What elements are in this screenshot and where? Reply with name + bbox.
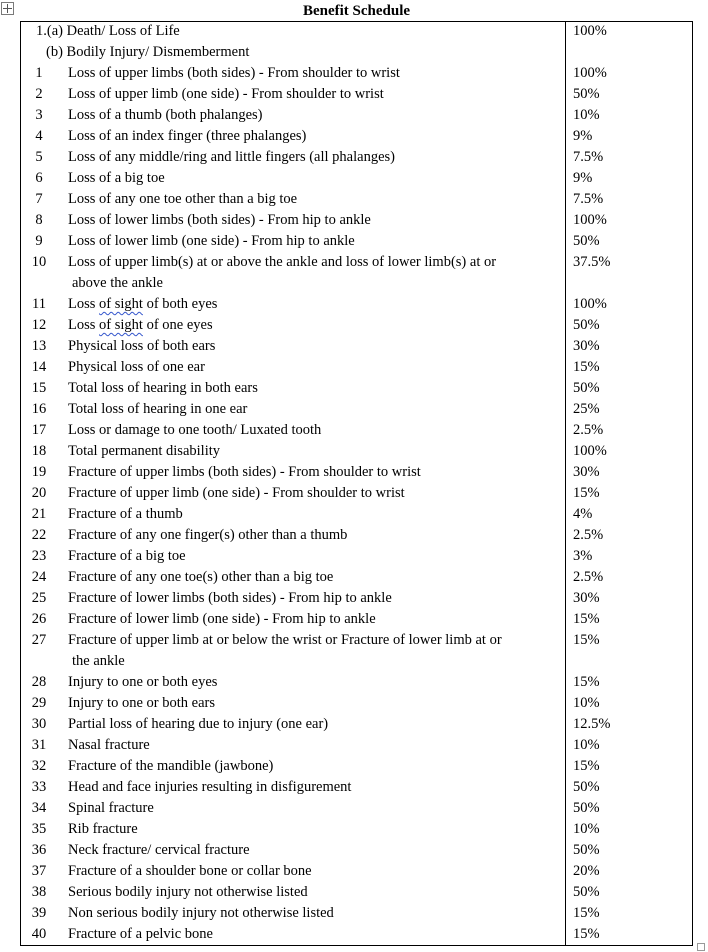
row-number: 2 xyxy=(35,86,43,102)
row-description: Fracture of lower limbs (both sides) - From hip to ankle xyxy=(68,590,392,606)
row-number: 4 xyxy=(35,128,43,144)
row-number: 6 xyxy=(35,170,43,186)
row-description: Loss of upper limb (one side) - From shoulder to wrist xyxy=(68,86,384,102)
table-row xyxy=(21,105,693,126)
row-percentage: 100% xyxy=(573,23,607,39)
row-number: 28 xyxy=(31,674,47,690)
row-description: Head and face injuries resulting in disfigurement xyxy=(68,779,352,795)
row-percentage: 50% xyxy=(573,842,600,858)
table-row xyxy=(21,441,693,462)
row-number: 27 xyxy=(31,632,47,648)
table-move-handle-icon[interactable] xyxy=(1,2,14,15)
row-percentage: 10% xyxy=(573,737,600,753)
row-number: 25 xyxy=(31,590,47,606)
row-description-continued: the ankle xyxy=(72,653,125,669)
table-row xyxy=(21,525,693,546)
row-description xyxy=(68,294,568,315)
table-row xyxy=(21,588,693,609)
row-percentage: 15% xyxy=(573,758,600,774)
table-row xyxy=(21,798,693,819)
row-percentage: 15% xyxy=(573,674,600,690)
row-percentage: 50% xyxy=(573,86,600,102)
table-row xyxy=(21,252,693,294)
row-percentage: 15% xyxy=(573,926,600,942)
table-row xyxy=(21,126,693,147)
table-row xyxy=(21,819,693,840)
row-description: Loss of lower limbs (both sides) - From hip to ankle xyxy=(68,212,371,228)
row-description xyxy=(68,315,568,336)
table-row xyxy=(21,462,693,483)
row-percentage: 50% xyxy=(573,317,600,333)
row-description: Fracture of upper limb at or below the wrist or Fracture of lower limb at or xyxy=(68,632,502,648)
row-percentage: 50% xyxy=(573,884,600,900)
row-number: 19 xyxy=(31,464,47,480)
row-number: 21 xyxy=(31,506,47,522)
row-description: Fracture of lower limb (one side) - From hip to ankle xyxy=(68,611,376,627)
row-number: 5 xyxy=(35,149,43,165)
row-percentage: 50% xyxy=(573,380,600,396)
row-number: 34 xyxy=(31,800,47,816)
table-row xyxy=(21,756,693,777)
table-row xyxy=(21,924,693,945)
row-number: 37 xyxy=(31,863,47,879)
table-row xyxy=(21,861,693,882)
table-row xyxy=(21,168,693,189)
row-number: 40 xyxy=(31,926,47,942)
row-description: Physical loss of one ear xyxy=(68,359,205,375)
row-percentage: 37.5% xyxy=(573,254,611,270)
table-row xyxy=(21,420,693,441)
row-number: 1 xyxy=(35,65,43,81)
row-description: Non serious bodily injury not otherwise listed xyxy=(68,905,334,921)
row-description: Fracture of a pelvic bone xyxy=(68,926,213,942)
row-percentage: 100% xyxy=(573,65,607,81)
row-description: Loss of a big toe xyxy=(68,170,165,186)
row-percentage: 9% xyxy=(573,170,593,186)
table-row xyxy=(21,882,693,903)
table-row xyxy=(21,378,693,399)
table-row-1a xyxy=(21,21,693,42)
row-description: Fracture of the mandible (jawbone) xyxy=(68,758,274,774)
row-description: Total loss of hearing in both ears xyxy=(68,380,258,396)
table-row xyxy=(21,294,693,315)
row-description-part: Loss xyxy=(68,317,100,333)
table-row xyxy=(21,147,693,168)
table-row xyxy=(21,504,693,525)
row-description: Partial loss of hearing due to injury (one ear) xyxy=(68,716,329,732)
row-description: Fracture of a thumb xyxy=(68,506,183,522)
spellcheck-flagged-text[interactable]: of sight xyxy=(99,296,143,312)
table-row xyxy=(21,630,693,672)
row-description-part: of both eyes xyxy=(142,296,218,312)
row-percentage: 10% xyxy=(573,107,600,123)
row-number: 7 xyxy=(35,191,43,207)
table-resize-handle-icon[interactable] xyxy=(697,943,705,951)
row-number: 13 xyxy=(31,338,47,354)
row-number: 24 xyxy=(31,569,47,585)
row-number: 20 xyxy=(31,485,47,501)
row-percentage: 2.5% xyxy=(573,422,604,438)
row-percentage: 2.5% xyxy=(573,527,604,543)
table-row xyxy=(21,546,693,567)
row-description: Fracture of upper limbs (both sides) - From shoulder to wrist xyxy=(68,464,421,480)
row-description-part: of one eyes xyxy=(142,317,213,333)
row-description: Loss of upper limbs (both sides) - From shoulder to wrist xyxy=(68,65,400,81)
row-number: 9 xyxy=(35,233,43,249)
row-percentage: 15% xyxy=(573,485,600,501)
table-row xyxy=(21,336,693,357)
row-percentage: 15% xyxy=(573,611,600,627)
row-number: 35 xyxy=(31,821,47,837)
row-percentage: 10% xyxy=(573,695,600,711)
row-label: 1.(a) Death/ Loss of Life xyxy=(36,23,180,39)
row-number: 26 xyxy=(31,611,47,627)
row-number: 15 xyxy=(31,380,47,396)
row-percentage: 12.5% xyxy=(573,716,611,732)
row-percentage: 2.5% xyxy=(573,569,604,585)
row-description: Loss of lower limb (one side) - From hip to ankle xyxy=(68,233,355,249)
row-description: Rib fracture xyxy=(68,821,138,837)
row-number: 12 xyxy=(31,317,47,333)
row-percentage: 7.5% xyxy=(573,149,604,165)
table-row xyxy=(21,357,693,378)
page-title: Benefit Schedule xyxy=(302,3,411,19)
row-number: 17 xyxy=(31,422,47,438)
row-percentage: 3% xyxy=(573,548,593,564)
row-description: Serious bodily injury not otherwise listed xyxy=(68,884,308,900)
table-row-1b xyxy=(21,42,693,63)
row-description: Neck fracture/ cervical fracture xyxy=(68,842,250,858)
table-row xyxy=(21,210,693,231)
row-percentage: 50% xyxy=(573,779,600,795)
row-percentage: 100% xyxy=(573,212,607,228)
table-row xyxy=(21,189,693,210)
row-number: 36 xyxy=(31,842,47,858)
row-description: Spinal fracture xyxy=(68,800,154,816)
row-description: Loss of any middle/ring and little fingers (all phalanges) xyxy=(68,149,395,165)
row-percentage: 15% xyxy=(573,359,600,375)
row-number: 16 xyxy=(31,401,47,417)
row-description-part: Loss xyxy=(68,296,100,312)
table-row xyxy=(21,231,693,252)
table-row xyxy=(21,672,693,693)
row-number: 22 xyxy=(31,527,47,543)
table-row xyxy=(21,63,693,84)
table-row xyxy=(21,777,693,798)
row-number: 30 xyxy=(31,716,47,732)
row-description: Injury to one or both eyes xyxy=(68,674,218,690)
row-number: 3 xyxy=(35,107,43,123)
row-number: 31 xyxy=(31,737,47,753)
table-row xyxy=(21,399,693,420)
spellcheck-flagged-text[interactable]: of sight xyxy=(99,317,143,333)
row-percentage: 15% xyxy=(573,632,600,648)
row-number: 18 xyxy=(31,443,47,459)
row-percentage: 20% xyxy=(573,863,600,879)
row-description: Loss of an index finger (three phalanges) xyxy=(68,128,307,144)
row-percentage: 10% xyxy=(573,821,600,837)
table-row xyxy=(21,693,693,714)
row-description: Loss or damage to one tooth/ Luxated tooth xyxy=(68,422,322,438)
row-description: Fracture of any one toe(s) other than a big toe xyxy=(68,569,334,585)
row-percentage: 50% xyxy=(573,800,600,816)
row-description: Nasal fracture xyxy=(68,737,150,753)
row-number: 38 xyxy=(31,884,47,900)
row-description: Fracture of any one finger(s) other than a thumb xyxy=(68,527,348,543)
row-percentage: 9% xyxy=(573,128,593,144)
row-description: Total permanent disability xyxy=(68,443,221,459)
row-number: 29 xyxy=(31,695,47,711)
row-number: 23 xyxy=(31,548,47,564)
row-number: 10 xyxy=(31,254,47,270)
table-row xyxy=(21,714,693,735)
row-percentage: 30% xyxy=(573,338,600,354)
row-number: 33 xyxy=(31,779,47,795)
row-percentage: 15% xyxy=(573,905,600,921)
row-number: 11 xyxy=(32,296,46,312)
row-label: (b) Bodily Injury/ Dismemberment xyxy=(46,44,250,60)
table-row xyxy=(21,840,693,861)
row-percentage: 30% xyxy=(573,464,600,480)
row-percentage: 30% xyxy=(573,590,600,606)
row-description: Fracture of a shoulder bone or collar bone xyxy=(68,863,312,879)
row-number: 8 xyxy=(35,212,43,228)
row-description-continued: above the ankle xyxy=(72,275,163,291)
row-description: Physical loss of both ears xyxy=(68,338,216,354)
table-row xyxy=(21,483,693,504)
row-number: 14 xyxy=(31,359,47,375)
table-row xyxy=(21,84,693,105)
row-percentage: 100% xyxy=(573,296,607,312)
table-row xyxy=(21,567,693,588)
row-percentage: 100% xyxy=(573,443,607,459)
row-description: Fracture of a big toe xyxy=(68,548,186,564)
row-description: Loss of upper limb(s) at or above the ankle and loss of lower limb(s) at or xyxy=(68,254,497,270)
table-row xyxy=(21,609,693,630)
row-description: Injury to one or both ears xyxy=(68,695,215,711)
row-percentage: 4% xyxy=(573,506,593,522)
row-percentage: 7.5% xyxy=(573,191,604,207)
table-row xyxy=(21,735,693,756)
row-number: 39 xyxy=(31,905,47,921)
row-percentage: 50% xyxy=(573,233,600,249)
table-row xyxy=(21,315,693,336)
row-description: Loss of a thumb (both phalanges) xyxy=(68,107,263,123)
row-description: Fracture of upper limb (one side) - From shoulder to wrist xyxy=(68,485,405,501)
row-description: Loss of any one toe other than a big toe xyxy=(68,191,298,207)
row-description: Total loss of hearing in one ear xyxy=(68,401,248,417)
row-number: 32 xyxy=(31,758,47,774)
table-row xyxy=(21,903,693,924)
row-percentage: 25% xyxy=(573,401,600,417)
